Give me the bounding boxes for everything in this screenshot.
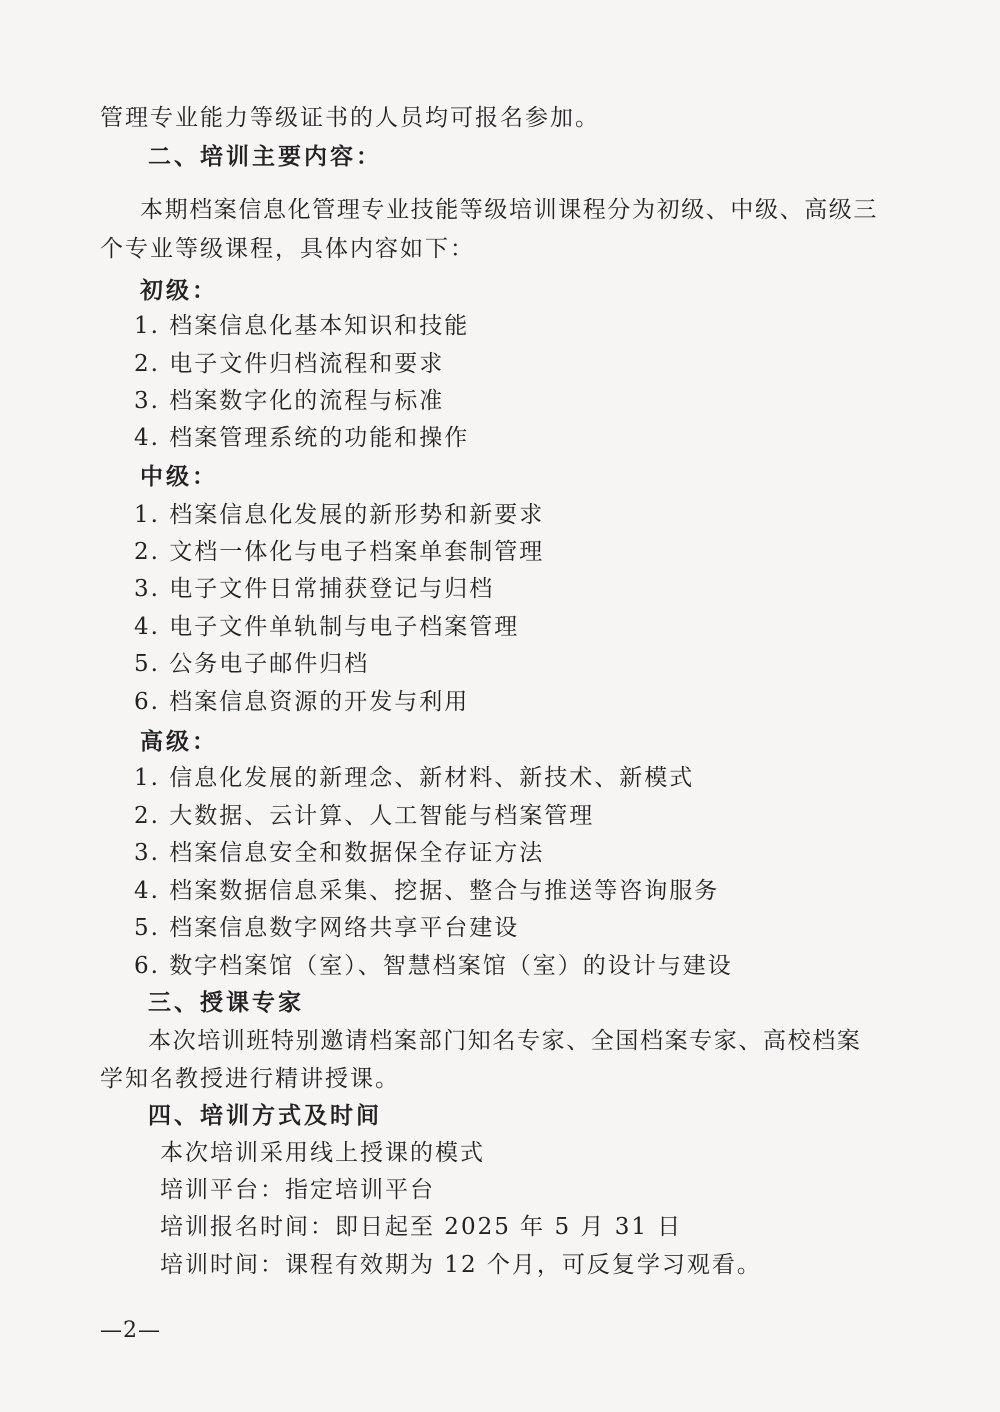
section3-heading: 三、授课专家 (148, 989, 304, 1016)
advanced-item: 6. 数字档案馆（室）、智慧档案馆（室）的设计与建设 (134, 953, 733, 979)
section4-line: 培训时间：课程有效期为 12 个月，可反复学习观看。 (160, 1252, 762, 1278)
advanced-item: 4. 档案数据信息采集、挖据、整合与推送等咨询服务 (134, 878, 720, 904)
page-number: —2— (100, 1318, 161, 1343)
section2-para-line2: 个专业等级课程，具体内容如下： (100, 236, 475, 262)
section3-para-line1: 本次培训班特别邀请档案部门知名专家、全国档案专家、高校档案 (148, 1028, 862, 1054)
intermediate-item: 2. 文档一体化与电子档案单套制管理 (134, 539, 545, 565)
intermediate-level-label: 中级： (140, 463, 218, 490)
primary-item: 4. 档案管理系统的功能和操作 (134, 425, 470, 451)
section4-line: 培训平台：指定培训平台 (160, 1177, 435, 1203)
section3-para-line2: 学知名教授进行精讲授课。 (100, 1066, 400, 1092)
advanced-item: 1. 信息化发展的新理念、新材料、新技术、新模式 (134, 765, 695, 791)
section4-heading: 四、培训方式及时间 (148, 1102, 382, 1129)
intermediate-item: 4. 电子文件单轨制与电子档案管理 (134, 614, 520, 640)
section4-line: 培训报名时间：即日起至 2025 年 5 月 31 日 (160, 1214, 683, 1240)
primary-level-label: 初级： (140, 277, 218, 304)
section2-para-line1: 本期档案信息化管理专业技能等级培训课程分为初级、中级、高级三 (140, 197, 878, 223)
intermediate-item: 1. 档案信息化发展的新形势和新要求 (134, 502, 545, 528)
advanced-item: 5. 档案信息数字网络共享平台建设 (134, 915, 520, 941)
advanced-level-label: 高级： (140, 728, 218, 755)
advanced-item: 3. 档案信息安全和数据保全存证方法 (134, 840, 545, 866)
primary-item: 2. 电子文件归档流程和要求 (134, 351, 445, 377)
intermediate-item: 3. 电子文件日常捕获登记与归档 (134, 576, 495, 602)
advanced-item: 2. 大数据、云计算、人工智能与档案管理 (134, 803, 595, 829)
primary-item: 3. 档案数字化的流程与标准 (134, 388, 445, 414)
intermediate-item: 5. 公务电子邮件归档 (134, 651, 370, 677)
intro-tail-line: 管理专业能力等级证书的人员均可报名参加。 (100, 105, 600, 131)
primary-item: 1. 档案信息化基本知识和技能 (134, 313, 470, 339)
section4-line: 本次培训采用线上授课的模式 (160, 1140, 485, 1166)
intermediate-item: 6. 档案信息资源的开发与利用 (134, 689, 470, 715)
section2-heading: 二、培训主要内容： (148, 143, 382, 170)
